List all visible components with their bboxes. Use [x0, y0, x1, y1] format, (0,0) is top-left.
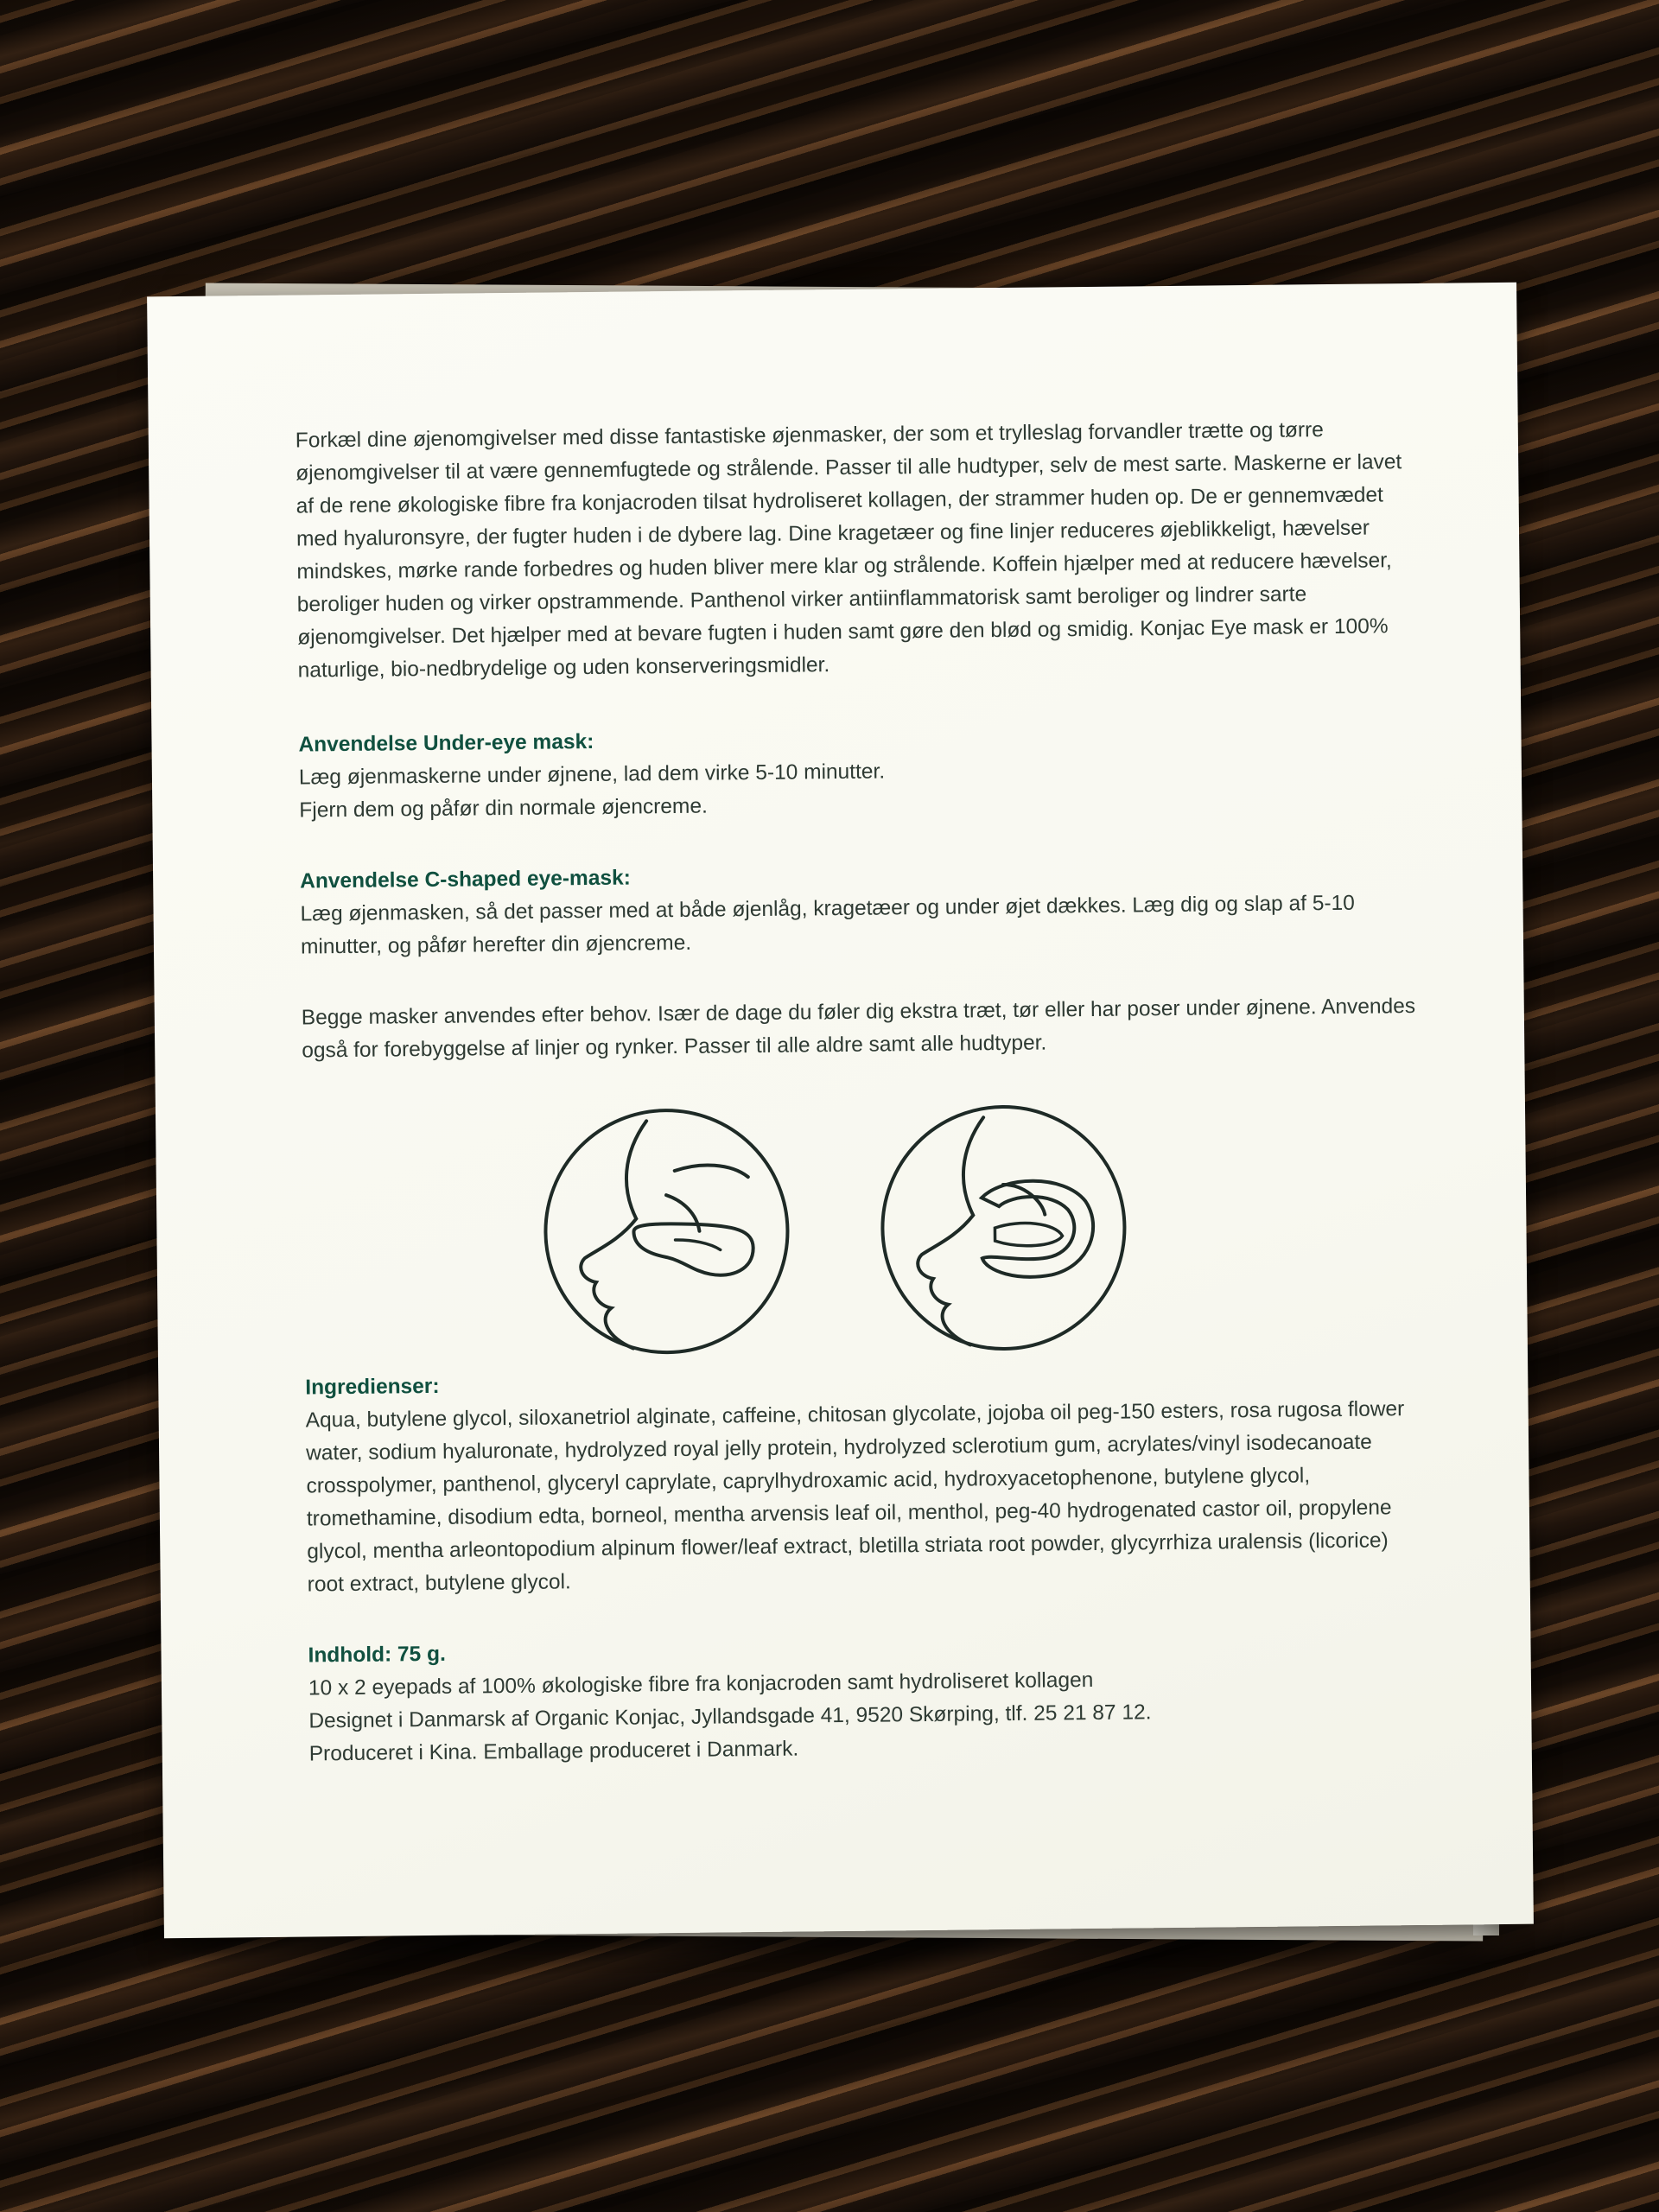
product-description: Forkæl dine øjenomgivelser med disse fantastiske øjenmasker, der som et trylleslag forvandler trætte og tørre øjenomgivelser til at være gennemfugtede og strålende. Passer til alle hudtyper, selv de mest sarte. Maskerne er lavet af de rene økologiske fibre fra konjacroden tilsat hydroliseret kollagen, der strammer huden op. De er gennemvædet med hyaluronsyre, der fugter huden i de dybere lag. Dine kragetæer og fine linjer reduceres øjeblikkeligt, hævelser mindskes, mørke rande forbedres og huden bliver mere klar og strålende. Koffein hjælper med at reducere hævelser, beroliger huden og virker opstrammende. Panthenol virker antiinflammatorisk samt beroliger og lindrer sarte øjenomgivelser. Det hjælper med at bevare fugten i huden samt gøre den blød og smidig. Konjac Eye mask er 100% naturlige, bio-nedbrydelige og uden konserveringsmidler.: [295, 418, 1402, 683]
box-text-content: [296, 413, 1425, 1808]
under-eye-usage-heading: Anvendelse Under-eye mask:: [298, 729, 594, 757]
content-info-section: [308, 1628, 1424, 1771]
content-info-line: Designet i Danmarsk af Organic Konjac, Jyllandsgade 41, 9520 Skørping, tlf. 25 21 87 12.: [308, 1700, 1152, 1733]
ingredients-list: Aqua, butylene glycol, siloxanetriol alginate, caffeine, chitosan glycolate, jojoba oil peg-150 esters, rosa rugosa flower water, sodium hyaluronate, hydrolyzed royal jelly protein, hydrolyzed sclerotium gum, acrylates/vinyl isodecanoate crosspolymer, panthenol, glyceryl caprylate, caprylhydroxamic acid, hydroxyacetophenone, butylene glycol, tromethamine, disodium edta, borneol, mentha arvensis leaf oil, menthol, peg-40 hydrogenated castor oil, propylene glycol, mentha arleontopodium alpinum flower/leaf extract, bletilla striata root powder, glycyrrhiza uralensis (licorice) root extract, butylene glycol.: [305, 1397, 1405, 1597]
under-eye-usage-line: Fjern dem og påfør din normale øjencreme.: [299, 794, 708, 823]
both-masks-note: [302, 990, 1417, 1068]
ingredients-section: [305, 1360, 1422, 1601]
ingredients-heading: Ingredienser:: [305, 1374, 440, 1400]
under-eye-usage-section: [298, 717, 1414, 828]
under-eye-mask-face-icon: [536, 1101, 798, 1363]
product-box-back: [147, 283, 1534, 1938]
usage-illustrations: [302, 1094, 1420, 1364]
content-info-heading: Indhold: 75 g.: [308, 1642, 446, 1668]
c-shaped-usage-text: Læg øjenmasken, så det passer med at både øjenlåg, kragetæer og under øjet dækkes. Læg dig og slap af 5-10 minutter, og påfør herefter din øjencreme.: [300, 891, 1355, 959]
content-info-line: 10 x 2 eyepads af 100% økologiske fibre fra konjacroden samt hydroliseret kollagen: [308, 1668, 1094, 1700]
content-info-line: Produceret i Kina. Emballage produceret i Danmark.: [308, 1737, 799, 1766]
under-eye-usage-line: Læg øjenmaskerne under øjnene, lad dem virke 5-10 minutter.: [298, 760, 886, 790]
c-shaped-eye-mask-face-icon: [873, 1096, 1135, 1358]
c-shaped-usage-heading: Anvendelse C-shaped eye-mask:: [300, 866, 631, 893]
c-shaped-usage-section: [300, 854, 1415, 964]
both-masks-text: Begge masker anvendes efter behov. Især de dage du føler dig ekstra træt, tør eller har poser under øjnene. Anvendes også for forebyggelse af linjer og rynker. Passer til alle aldre samt alle hudtyper.: [301, 995, 1416, 1063]
